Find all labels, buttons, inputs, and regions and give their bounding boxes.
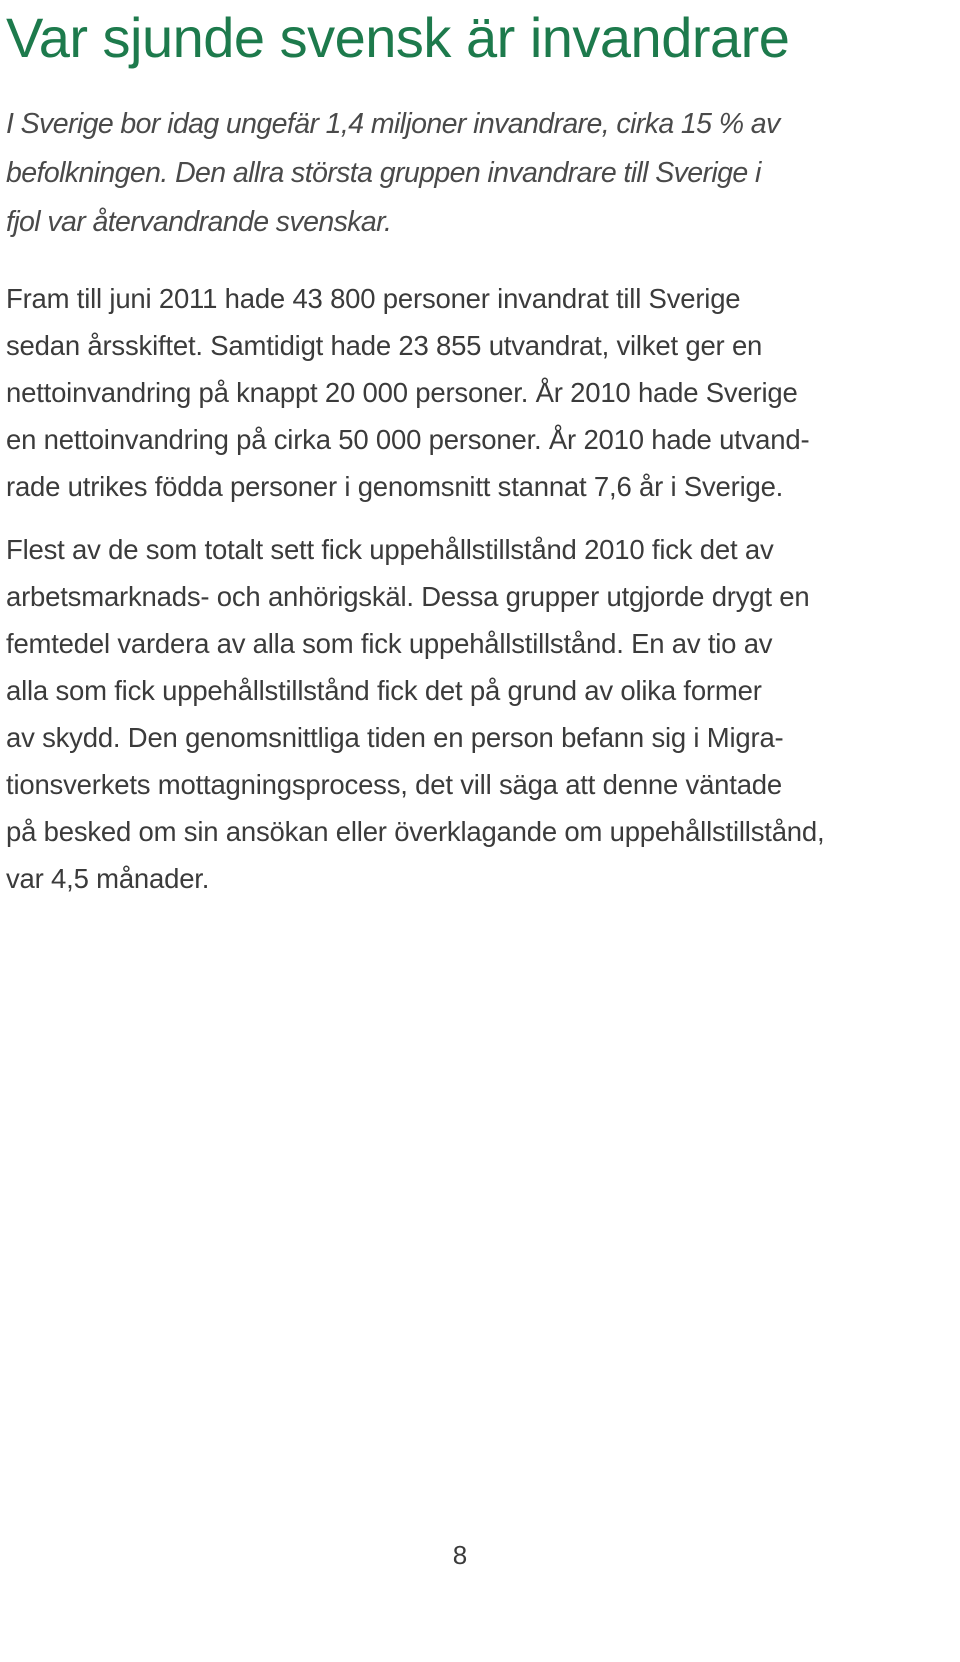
paragraph-line: arbetsmarknads- och anhörigskäl. Dessa grupper utgjorde drygt en <box>6 581 810 612</box>
body-paragraph-1 <box>6 275 916 510</box>
paragraph-line: på besked om sin ansökan eller överklagande om uppehållstillstånd, <box>6 816 825 847</box>
paragraph-line: alla som fick uppehållstillstånd fick det på grund av olika former <box>6 675 762 706</box>
lead-line: I Sverige bor idag ungefär 1,4 miljoner invandrare, cirka 15 % av <box>6 108 780 140</box>
lead-paragraph <box>6 100 906 247</box>
paragraph-line: nettoinvandring på knappt 20 000 personer. År 2010 hade Sverige <box>6 377 798 408</box>
page-title: Var sjunde svensk är invandrare <box>6 6 790 69</box>
paragraph-line: Flest av de som totalt sett fick uppehållstillstånd 2010 fick det av <box>6 534 774 565</box>
lead-line: befolkningen. Den allra största gruppen invandrare till Sverige i <box>6 157 761 189</box>
paragraph-line: Fram till juni 2011 hade 43 800 personer invandrat till Sverige <box>6 283 741 314</box>
paragraph-line: rade utrikes födda personer i genomsnitt stannat 7,6 år i Sverige. <box>6 471 784 502</box>
paragraph-line: av skydd. Den genomsnittliga tiden en person befann sig i Migra- <box>6 722 784 753</box>
page-number: 8 <box>452 1540 468 1570</box>
paragraph-line: var 4,5 månader. <box>6 863 210 894</box>
body-paragraph-2 <box>6 526 916 902</box>
paragraph-line: en nettoinvandring på cirka 50 000 personer. År 2010 hade utvand- <box>6 424 810 455</box>
paragraph-line: sedan årsskiftet. Samtidigt hade 23 855 utvandrat, vilket ger en <box>6 330 763 361</box>
lead-line: fjol var återvandrande svenskar. <box>6 206 392 238</box>
paragraph-line: femtedel vardera av alla som fick uppehållstillstånd. En av tio av <box>6 628 773 659</box>
paragraph-line: tionsverkets mottagningsprocess, det vill säga att denne väntade <box>6 769 782 800</box>
